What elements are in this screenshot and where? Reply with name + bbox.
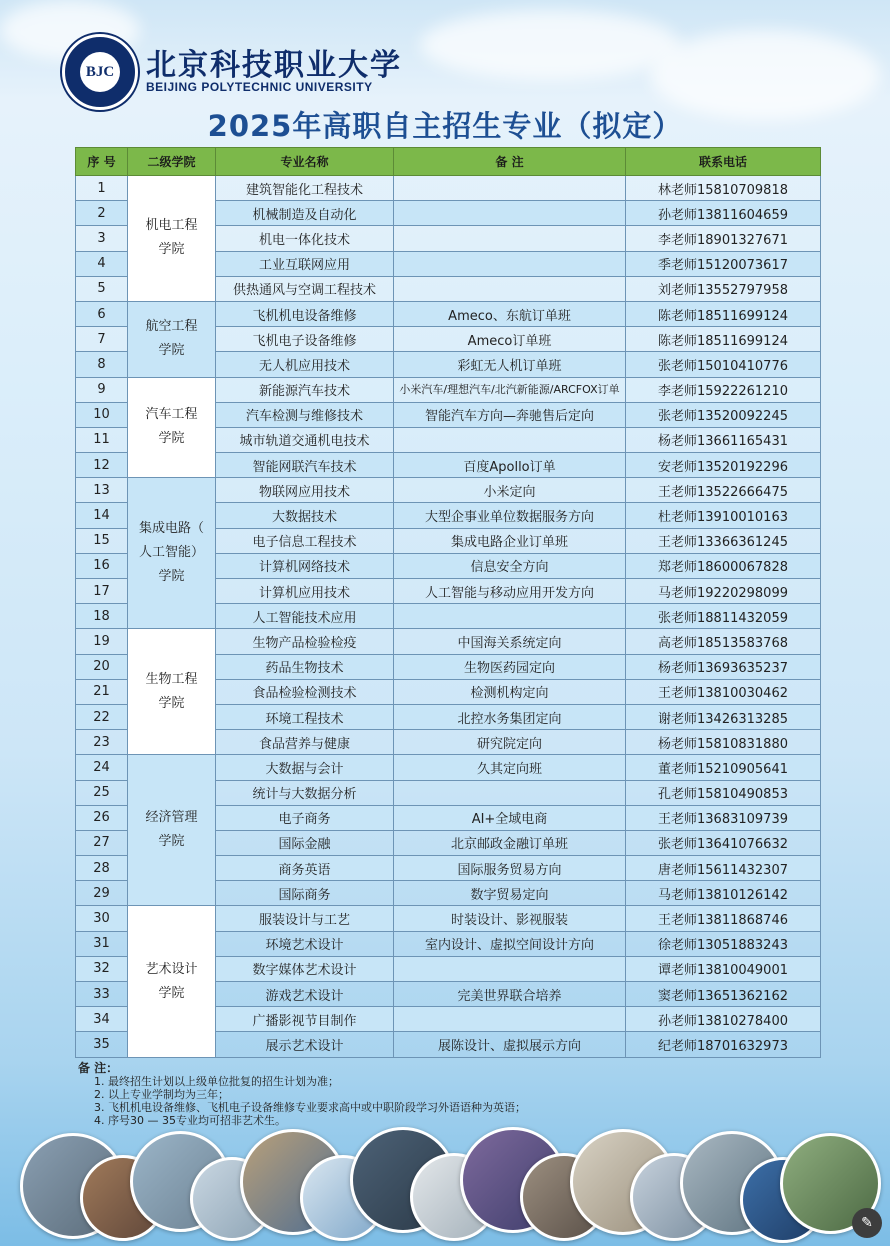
contact-phone: 谢老师13426313285: [626, 704, 821, 729]
campus-photo-strip: [0, 1125, 890, 1246]
department-cell: 经济管理 学院: [128, 755, 216, 906]
major-note: Ameco、东航订单班: [394, 301, 626, 326]
contact-phone: 孙老师13811604659: [626, 201, 821, 226]
row-number: 32: [76, 956, 128, 981]
cloud-decoration: [420, 10, 680, 80]
major-name: 国际商务: [216, 881, 394, 906]
major-note: [394, 226, 626, 251]
contact-phone: 杨老师15810831880: [626, 730, 821, 755]
major-note: 完美世界联合培养: [394, 982, 626, 1007]
contact-phone: 张老师18811432059: [626, 604, 821, 629]
row-number: 16: [76, 553, 128, 578]
major-name: 展示艺术设计: [216, 1032, 394, 1057]
university-name-en: BEIJING POLYTECHNIC UNIVERSITY: [146, 80, 373, 94]
department-cell: 生物工程 学院: [128, 629, 216, 755]
department-cell: 集成电路（ 人工智能） 学院: [128, 478, 216, 629]
row-number: 6: [76, 301, 128, 326]
row-number: 31: [76, 931, 128, 956]
table-header-row: [76, 148, 821, 176]
contact-phone: 李老师18901327671: [626, 226, 821, 251]
row-number: 33: [76, 982, 128, 1007]
note-item: 3. 飞机机电设备维修、飞机电子设备维修专业要求高中或中职阶段学习外语语种为英语；: [94, 1101, 526, 1114]
major-name: 机械制造及自动化: [216, 201, 394, 226]
row-number: 25: [76, 780, 128, 805]
header-phone: 联系电话: [626, 148, 821, 176]
row-number: 13: [76, 478, 128, 503]
major-name: 飞机电子设备维修: [216, 327, 394, 352]
contact-phone: 马老师19220298099: [626, 579, 821, 604]
row-number: 23: [76, 730, 128, 755]
major-note: [394, 176, 626, 201]
department-cell: 航空工程 学院: [128, 301, 216, 377]
contact-phone: 王老师13810030462: [626, 679, 821, 704]
contact-phone: 李老师15922261210: [626, 377, 821, 402]
row-number: 22: [76, 704, 128, 729]
major-note: 集成电路企业订单班: [394, 528, 626, 553]
contact-phone: 纪老师18701632973: [626, 1032, 821, 1057]
major-note: [394, 251, 626, 276]
row-number: 34: [76, 1007, 128, 1032]
header-major: 专业名称: [216, 148, 394, 176]
major-note: [394, 427, 626, 452]
major-name: 数字媒体艺术设计: [216, 956, 394, 981]
contact-phone: 张老师15010410776: [626, 352, 821, 377]
contact-phone: 林老师15810709818: [626, 176, 821, 201]
notes-heading: 备 注：: [78, 1061, 119, 1075]
major-name: 统计与大数据分析: [216, 780, 394, 805]
major-name: 人工智能技术应用: [216, 604, 394, 629]
contact-phone: 杜老师13910010163: [626, 503, 821, 528]
major-note: 久其定向班: [394, 755, 626, 780]
major-name: 药品生物技术: [216, 654, 394, 679]
contact-phone: 王老师13683109739: [626, 805, 821, 830]
row-number: 17: [76, 579, 128, 604]
major-name: 智能网联汽车技术: [216, 453, 394, 478]
major-name: 大数据与会计: [216, 755, 394, 780]
major-note: Ameco订单班: [394, 327, 626, 352]
contact-phone: 谭老师13810049001: [626, 956, 821, 981]
department-cell: 艺术设计 学院: [128, 906, 216, 1057]
header-note: 备 注: [394, 148, 626, 176]
department-cell: 机电工程 学院: [128, 176, 216, 302]
row-number: 15: [76, 528, 128, 553]
contact-phone: 杨老师13661165431: [626, 427, 821, 452]
major-name: 广播影视节目制作: [216, 1007, 394, 1032]
table-row: [76, 301, 821, 326]
major-note: [394, 604, 626, 629]
major-note: [394, 780, 626, 805]
row-number: 12: [76, 453, 128, 478]
university-name-cn: 北京科技职业大学: [146, 48, 402, 83]
major-note: 北控水务集团定向: [394, 704, 626, 729]
major-name: 食品检验检测技术: [216, 679, 394, 704]
note-item: 1. 最终招生计划以上级单位批复的招生计划为准；: [94, 1075, 339, 1088]
major-name: 无人机应用技术: [216, 352, 394, 377]
department-cell: 汽车工程 学院: [128, 377, 216, 478]
row-number: 30: [76, 906, 128, 931]
table-row: [76, 478, 821, 503]
contact-phone: 郑老师18600067828: [626, 553, 821, 578]
logo-mark: BJC: [80, 52, 120, 92]
contact-phone: 王老师13366361245: [626, 528, 821, 553]
major-name: 飞机机电设备维修: [216, 301, 394, 326]
major-note: 数字贸易定向: [394, 881, 626, 906]
major-name: 计算机应用技术: [216, 579, 394, 604]
row-number: 26: [76, 805, 128, 830]
note-item: 2. 以上专业学制均为三年；: [94, 1088, 229, 1101]
major-name: 新能源汽车技术: [216, 377, 394, 402]
contact-phone: 季老师15120073617: [626, 251, 821, 276]
contact-phone: 王老师13522666475: [626, 478, 821, 503]
table-row: [76, 377, 821, 402]
row-number: 21: [76, 679, 128, 704]
row-number: 10: [76, 402, 128, 427]
contact-phone: 王老师13811868746: [626, 906, 821, 931]
major-note: 生物医药园定向: [394, 654, 626, 679]
contact-phone: 陈老师18511699124: [626, 327, 821, 352]
major-name: 环境艺术设计: [216, 931, 394, 956]
major-note: 检测机构定向: [394, 679, 626, 704]
row-number: 35: [76, 1032, 128, 1057]
contact-phone: 安老师13520192296: [626, 453, 821, 478]
contact-phone: 马老师13810126142: [626, 881, 821, 906]
header-department: 二级学院: [128, 148, 216, 176]
major-name: 环境工程技术: [216, 704, 394, 729]
row-number: 8: [76, 352, 128, 377]
major-name: 建筑智能化工程技术: [216, 176, 394, 201]
major-note: 小米汽车/理想汽车/北汽新能源/ARCFOX订单: [394, 377, 626, 402]
major-name: 城市轨道交通机电技术: [216, 427, 394, 452]
row-number: 27: [76, 830, 128, 855]
row-number: 3: [76, 226, 128, 251]
table-row: [76, 176, 821, 201]
contact-phone: 刘老师13552797958: [626, 276, 821, 301]
major-name: 大数据技术: [216, 503, 394, 528]
row-number: 24: [76, 755, 128, 780]
row-number: 2: [76, 201, 128, 226]
major-note: 中国海关系统定向: [394, 629, 626, 654]
major-name: 汽车检测与维修技术: [216, 402, 394, 427]
major-note: 展陈设计、虚拟展示方向: [394, 1032, 626, 1057]
major-note: AI+全域电商: [394, 805, 626, 830]
major-note: [394, 201, 626, 226]
major-name: 商务英语: [216, 856, 394, 881]
contact-phone: 张老师13520092245: [626, 402, 821, 427]
contact-phone: 高老师18513583768: [626, 629, 821, 654]
major-note: 时装设计、影视服装: [394, 906, 626, 931]
major-note: 室内设计、虚拟空间设计方向: [394, 931, 626, 956]
table-row: [76, 629, 821, 654]
major-name: 机电一体化技术: [216, 226, 394, 251]
row-number: 11: [76, 427, 128, 452]
major-name: 食品营养与健康: [216, 730, 394, 755]
contact-phone: 张老师13641076632: [626, 830, 821, 855]
note-item: 4. 序号30 — 35专业均可招非艺术生。: [94, 1114, 286, 1127]
major-name: 电子商务: [216, 805, 394, 830]
major-note: 大型企事业单位数据服务方向: [394, 503, 626, 528]
row-number: 19: [76, 629, 128, 654]
contact-phone: 唐老师15611432307: [626, 856, 821, 881]
table-body: [76, 176, 821, 1058]
major-name: 电子信息工程技术: [216, 528, 394, 553]
major-note: [394, 1007, 626, 1032]
header-no: 序 号: [76, 148, 128, 176]
row-number: 9: [76, 377, 128, 402]
ai-edit-icon[interactable]: ✎: [852, 1208, 882, 1238]
major-note: 国际服务贸易方向: [394, 856, 626, 881]
row-number: 1: [76, 176, 128, 201]
row-number: 4: [76, 251, 128, 276]
notes-section: [78, 1062, 526, 1127]
row-number: 7: [76, 327, 128, 352]
major-name: 计算机网络技术: [216, 553, 394, 578]
page-title: 2025年高职自主招生专业（拟定）: [207, 109, 683, 143]
major-name: 国际金融: [216, 830, 394, 855]
row-number: 5: [76, 276, 128, 301]
major-name: 游戏艺术设计: [216, 982, 394, 1007]
major-note: 研究院定向: [394, 730, 626, 755]
major-name: 供热通风与空调工程技术: [216, 276, 394, 301]
contact-phone: 杨老师13693635237: [626, 654, 821, 679]
major-name: 服装设计与工艺: [216, 906, 394, 931]
contact-phone: 徐老师13051883243: [626, 931, 821, 956]
major-name: 工业互联网应用: [216, 251, 394, 276]
row-number: 29: [76, 881, 128, 906]
major-note: 彩虹无人机订单班: [394, 352, 626, 377]
major-note: 智能汽车方向—奔驰售后定向: [394, 402, 626, 427]
major-name: 物联网应用技术: [216, 478, 394, 503]
major-name: 生物产品检验检疫: [216, 629, 394, 654]
row-number: 18: [76, 604, 128, 629]
contact-phone: 董老师15210905641: [626, 755, 821, 780]
row-number: 20: [76, 654, 128, 679]
contact-phone: 孔老师15810490853: [626, 780, 821, 805]
row-number: 28: [76, 856, 128, 881]
row-number: 14: [76, 503, 128, 528]
major-note: 北京邮政金融订单班: [394, 830, 626, 855]
major-note: [394, 956, 626, 981]
university-logo: [62, 34, 138, 110]
major-note: [394, 276, 626, 301]
major-note: 信息安全方向: [394, 553, 626, 578]
major-note: 人工智能与移动应用开发方向: [394, 579, 626, 604]
majors-table: [75, 147, 821, 1058]
major-note: 小米定向: [394, 478, 626, 503]
contact-phone: 孙老师13810278400: [626, 1007, 821, 1032]
table-row: [76, 755, 821, 780]
major-note: 百度Apollo订单: [394, 453, 626, 478]
contact-phone: 陈老师18511699124: [626, 301, 821, 326]
table-row: [76, 906, 821, 931]
contact-phone: 窦老师13651362162: [626, 982, 821, 1007]
